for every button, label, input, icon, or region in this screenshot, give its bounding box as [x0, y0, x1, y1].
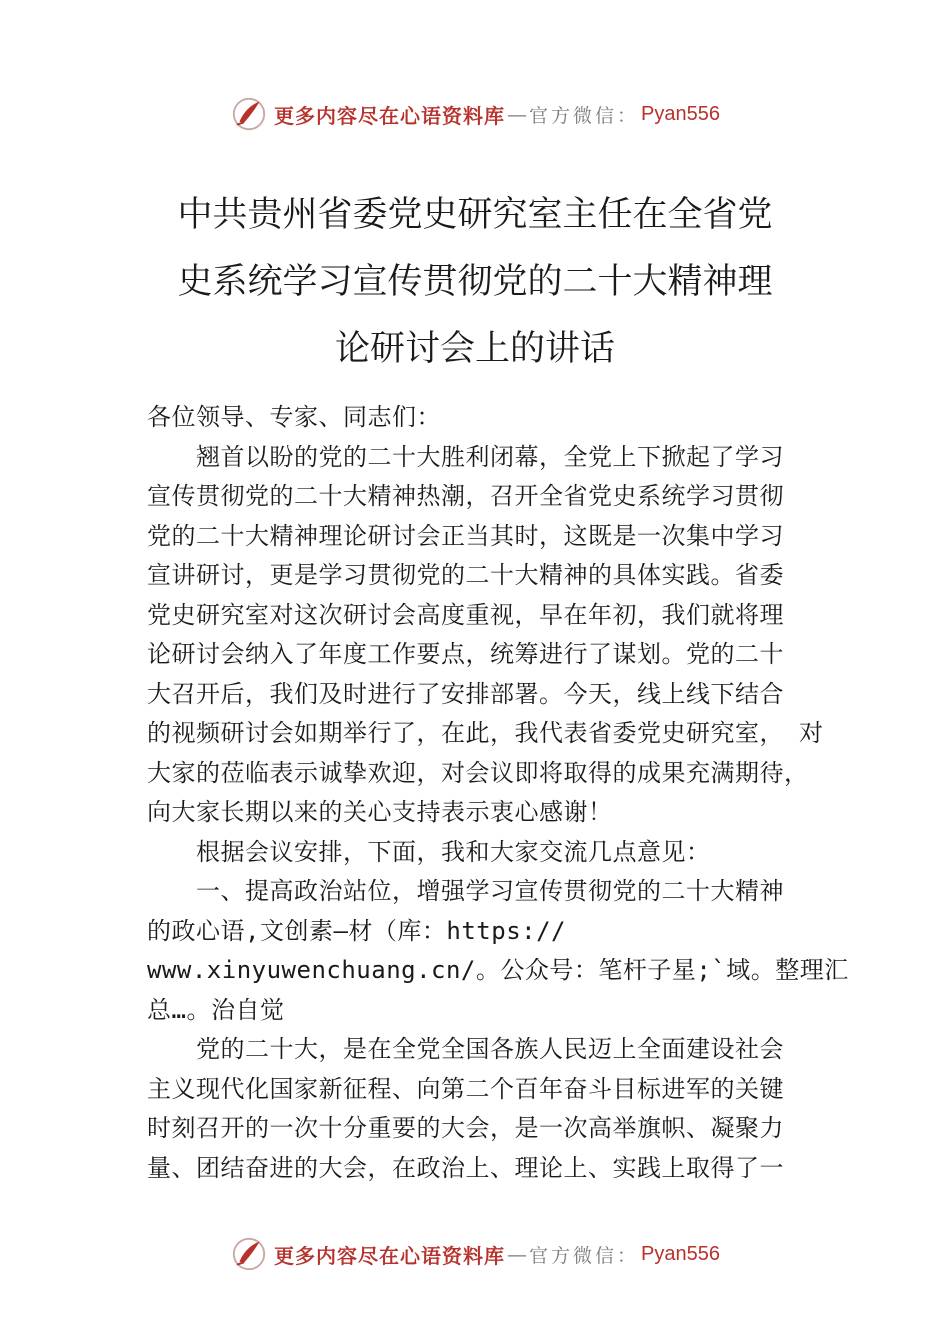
- banner-brand-text: 更多内容尽在心语资料库: [274, 1243, 505, 1268]
- banner-dash: —: [507, 102, 527, 126]
- title-line: 史系统学习宣传贯彻党的二十大精神理: [177, 262, 773, 302]
- body-line: 论研讨会纳入了年度工作要点，统筹进行了谋划。党的二十: [147, 640, 784, 668]
- header-watermark-banner: [0, 92, 950, 136]
- title-line: 论研讨会上的讲话: [334, 329, 615, 369]
- body-line: www.xinyuwenchuang.cn/。公众号：笔杆子星;`域。整理汇: [147, 956, 849, 984]
- body-line: 宣传贯彻党的二十大精神热潮，召开全省党史系统学习贯彻: [147, 482, 784, 510]
- banner-wechat-id: Pyan556: [641, 1242, 720, 1265]
- body-line: 宣讲研讨，更是学习贯彻党的二十大精神的具体实践。省委: [147, 561, 784, 589]
- body-line: 的政心语,文创素—材（库：https://: [147, 916, 566, 945]
- body-line: 党的二十大，是在全党全国各族人民迈上全面建设社会: [147, 1035, 784, 1063]
- body-line: 主义现代化国家新征程、向第二个百年奋斗目标进军的关键: [147, 1074, 784, 1103]
- body-line: 大家的莅临表示诚挚欢迎，对会议即将取得的成果充满期待，: [147, 758, 809, 787]
- body-line: 时刻召开的一次十分重要的大会，是一次高举旗帜、凝聚力: [147, 1114, 784, 1142]
- body-line: 大召开后，我们及时进行了安排部署。今天，线上线下结合: [147, 679, 784, 708]
- body-line: 各位领导、专家、同志们：: [147, 403, 441, 431]
- banner-wechat-id: Pyan556: [641, 102, 720, 125]
- body-line: 的视频研讨会如期举行了，在此，我代表省委党史研究室， 对: [147, 719, 824, 747]
- brush-logo-icon: [230, 95, 268, 133]
- body-line: 党的二十大精神理论研讨会正当其时，这既是一次集中学习: [147, 521, 784, 550]
- body-line: 根据会议安排，下面，我和大家交流几点意见：: [147, 837, 711, 866]
- title-line: 中共贵州省委党史研究室主任在全省党: [177, 195, 773, 235]
- footer-watermark-banner: [0, 1232, 950, 1276]
- document-title: [120, 182, 830, 383]
- banner-channel-label: 官方微信：: [529, 104, 640, 127]
- body-line: 量、团结奋进的大会，在政治上、理论上、实践上取得了一: [147, 1153, 784, 1182]
- document-body: [147, 398, 849, 1188]
- body-line: 一、提高政治站位，增强学习宣传贯彻党的二十大精神: [147, 877, 784, 905]
- banner-dash: —: [507, 1242, 527, 1266]
- body-line: 翘首以盼的党的二十大胜利闭幕，全党上下掀起了学习: [147, 442, 784, 471]
- body-line: 向大家长期以来的关心支持表示衷心感谢！: [147, 798, 613, 826]
- body-line: 总…。治自觉: [147, 995, 285, 1024]
- banner-brand-text: 更多内容尽在心语资料库: [274, 103, 505, 128]
- body-line: 党史研究室对这次研讨会高度重视，早在年初，我们就将理: [147, 600, 784, 629]
- brush-logo-icon: [230, 1235, 268, 1273]
- banner-channel-label: 官方微信：: [529, 1244, 640, 1267]
